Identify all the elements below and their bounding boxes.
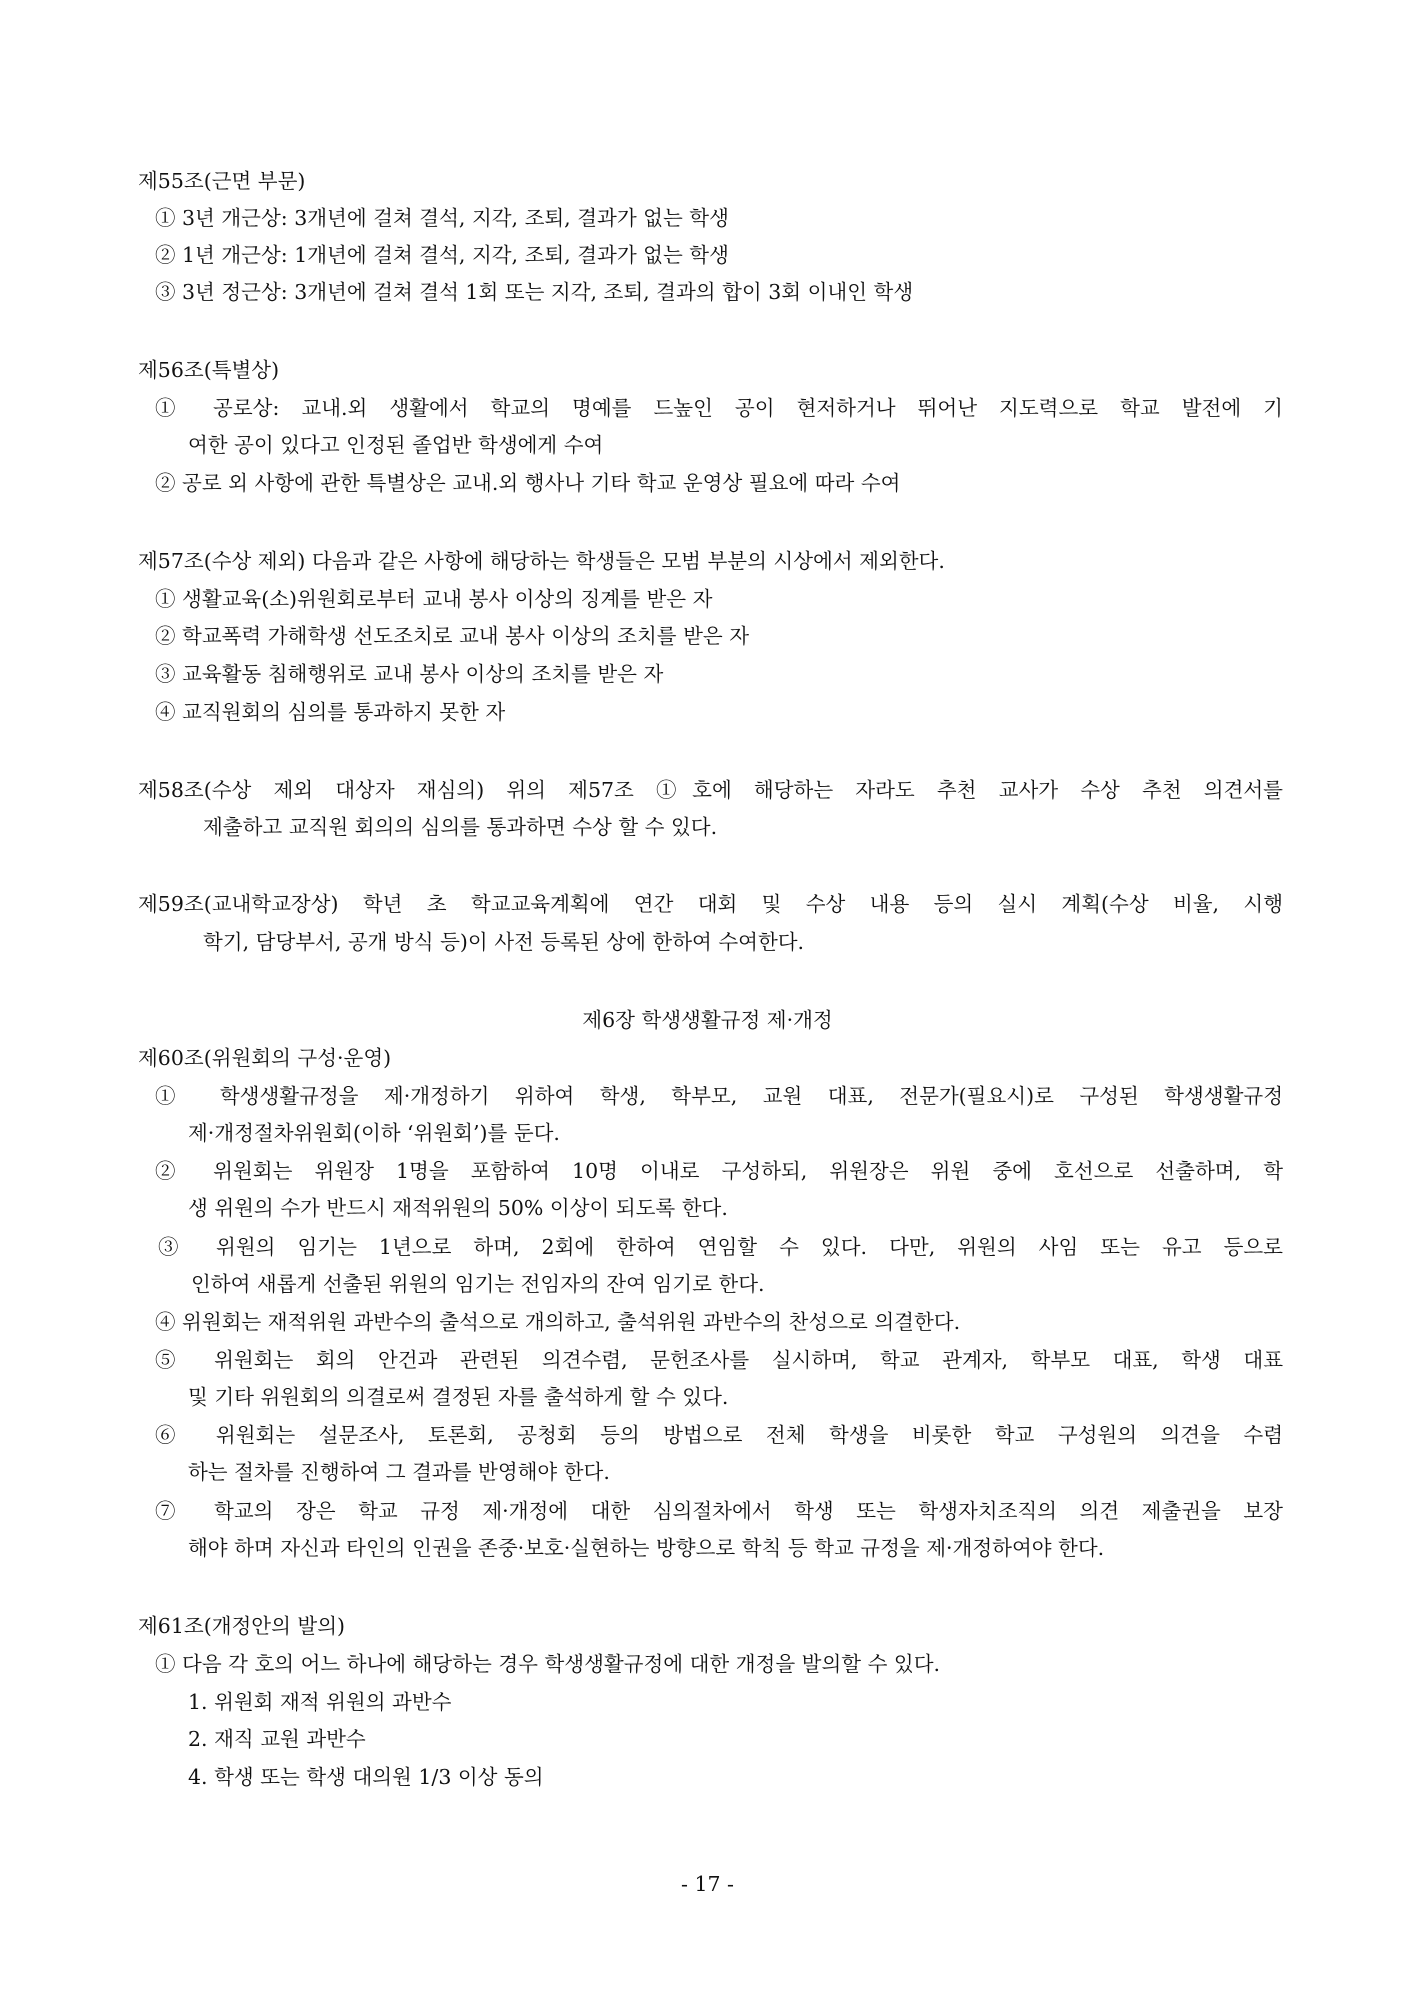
article-57-item-2: ② 학교폭력 가해학생 선도조치로 교내 봉사 이상의 조치를 받은 자 [155,624,750,648]
article-58-line-2: 제출하고 교직원 회의의 심의를 통과하면 수상 할 수 있다. [203,815,718,839]
article-60-item-1-line-1: ① 학생생활규정을 제·개정하기 위하여 학생, 학부모, 교원 대표, 전문가(필요시)로 구성된 학생생활규정 [155,1084,1283,1108]
article-60-item-4: ④ 위원회는 재적위원 과반수의 출석으로 개의하고, 출석위원 과반수의 찬성으로 의결한다. [155,1310,961,1334]
article-59-line-1: 제59조(교내학교장상) 학년 초 학교교육계획에 연간 대회 및 수상 내용 등의 실시 계획(수상 비율, 시행 [138,892,1283,916]
article-61-title: 제61조(개정안의 발의) [138,1614,346,1638]
article-60-item-6-line-1: ⑥ 위원회는 설문조사, 토론회, 공청회 등의 방법으로 전체 학생을 비롯한 학교 구성원의 의견을 수렴 [155,1423,1283,1447]
article-58-line-1: 제58조(수상 제외 대상자 재심의) 위의 제57조 ①호에 해당하는 자라도 추천 교사가 수상 추천 의견서를 [138,778,1283,802]
article-60-item-6-line-2: 하는 절차를 진행하여 그 결과를 반영해야 한다. [188,1460,610,1484]
article-56-item-1-line-2: 여한 공이 있다고 인정된 졸업반 학생에게 수여 [188,433,604,457]
article-60-item-2-line-2: 생 위원의 수가 반드시 재적위원의 50% 이상이 되도록 한다. [188,1196,728,1220]
article-60-item-5-line-2: 및 기타 위원회의 의결로써 결정된 자를 출석하게 할 수 있다. [188,1385,729,1409]
article-60-item-1-line-2: 제·개정절차위원회(이하 ‘위원회’)를 둔다. [188,1121,560,1145]
article-56-title: 제56조(특별상) [138,358,280,382]
article-55-item-1: ① 3년 개근상: 3개년에 걸쳐 결석, 지각, 조퇴, 결과가 없는 학생 [155,206,729,230]
article-60-item-7-line-2: 해야 하며 자신과 타인의 인권을 존중·보호·실현하는 방향으로 학칙 등 학교 규정을 제·개정하여야 한다. [188,1536,1105,1560]
article-56-item-1-line-1: ① 공로상: 교내.외 생활에서 학교의 명예를 드높인 공이 현저하거나 뛰어난 지도력으로 학교 발전에 기 [155,396,1283,420]
article-60-item-2-line-1: ② 위원회는 위원장 1명을 포함하여 10명 이내로 구성하되, 위원장은 위원 중에 호선으로 선출하며, 학 [155,1159,1283,1183]
article-60-item-3-line-1: ③ 위원의 임기는 1년으로 하며, 2회에 한하여 연임할 수 있다. 다만, 위원의 사임 또는 유고 등으로 [158,1235,1283,1259]
page-number: - 17 - [681,1872,734,1896]
article-57-title: 제57조(수상 제외) 다음과 같은 사항에 해당하는 학생들은 모범 부분의 시상에서 제외한다. [138,549,945,573]
article-57-item-3: ③ 교육활동 침해행위로 교내 봉사 이상의 조치를 받은 자 [155,662,664,686]
article-61-sub-4: 4. 학생 또는 학생 대의원 1/3 이상 동의 [188,1765,544,1789]
article-60-item-7-line-1: ⑦ 학교의 장은 학교 규정 제·개정에 대한 심의절차에서 학생 또는 학생자치조직의 의견 제출권을 보장 [155,1499,1283,1523]
article-61-sub-1: 1. 위원회 재적 위원의 과반수 [188,1690,452,1714]
article-55-item-3: ③ 3년 정근상: 3개년에 걸쳐 결석 1회 또는 지각, 조퇴, 결과의 합이 3회 이내인 학생 [155,280,914,304]
article-57-item-4: ④ 교직원회의 심의를 통과하지 못한 자 [155,700,506,724]
article-61-sub-2: 2. 재직 교원 과반수 [188,1727,366,1751]
article-59-line-2: 학기, 담당부서, 공개 방식 등)이 사전 등록된 상에 한하여 수여한다. [203,930,805,954]
article-60-title: 제60조(위원회의 구성·운영) [138,1046,392,1070]
article-55-title: 제55조(근면 부문) [138,169,306,193]
article-61-item-1: ① 다음 각 호의 어느 하나에 해당하는 경우 학생생활규정에 대한 개정을 발의할 수 있다. [155,1652,941,1676]
article-56-item-2: ② 공로 외 사항에 관한 특별상은 교내.외 행사나 기타 학교 운영상 필요에 따라 수여 [155,471,901,495]
article-60-item-5-line-1: ⑤ 위원회는 회의 안건과 관련된 의견수렴, 문헌조사를 실시하며, 학교 관계자, 학부모 대표, 학생 대표 [155,1348,1283,1372]
article-55-item-2: ② 1년 개근상: 1개년에 걸쳐 결석, 지각, 조퇴, 결과가 없는 학생 [155,243,729,267]
chapter-6-heading: 제6장 학생생활규정 제·개정 [582,1008,833,1032]
article-60-item-3-line-2: 인하여 새롭게 선출된 위원의 임기는 전임자의 잔여 임기로 한다. [191,1272,765,1296]
article-57-item-1: ① 생활교육(소)위원회로부터 교내 봉사 이상의 징계를 받은 자 [155,587,713,611]
